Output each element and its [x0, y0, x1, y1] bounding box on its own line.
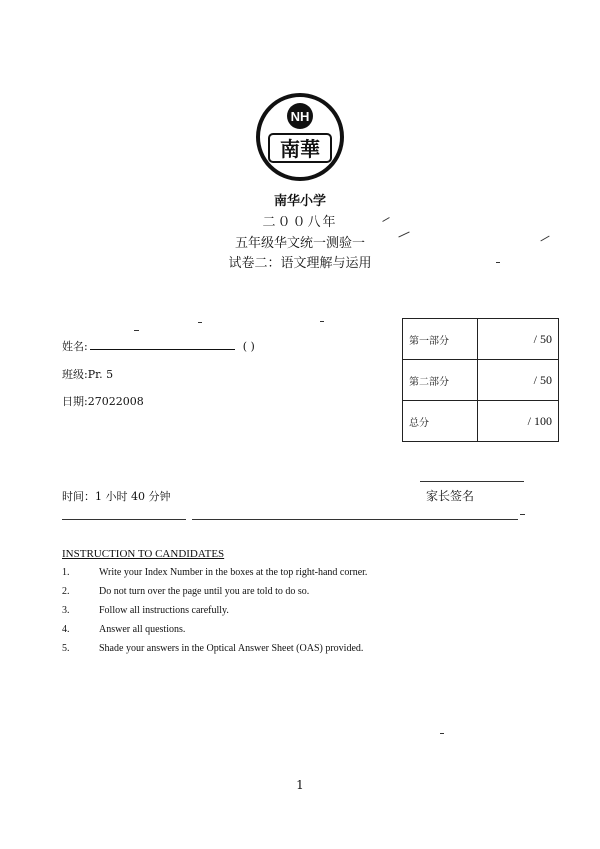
scan-speck [134, 330, 139, 331]
list-item [62, 567, 367, 586]
date-field [62, 393, 144, 409]
school-logo [255, 92, 345, 182]
date-label: 日期: [62, 395, 88, 408]
scan-speck [198, 322, 202, 323]
time-allowed: 时间：1 小时 40 分钟 [62, 490, 171, 503]
score-label: 总分 [403, 401, 478, 442]
class-field [62, 366, 113, 382]
item-text: Write your Index Number in the boxes at the top right-hand corner. [99, 567, 368, 578]
instructions-title: INSTRUCTION TO CANDIDATES [62, 548, 225, 560]
item-number: 5. [62, 643, 70, 654]
score-row [403, 319, 559, 360]
score-value: / 50 [478, 319, 559, 360]
class-label: 班级: [62, 368, 88, 381]
divider [192, 519, 518, 520]
name-field [62, 338, 255, 354]
name-line[interactable] [90, 339, 235, 350]
list-item [62, 605, 367, 624]
name-label: 姓名: [62, 340, 88, 353]
date-value: 27022008 [87, 395, 144, 408]
class-value: Pr. 5 [87, 368, 114, 381]
item-number: 3. [62, 605, 70, 616]
item-text: Shade your answers in the Optical Answer Sheet (OAS) provided. [99, 643, 364, 654]
item-number: 1. [62, 567, 70, 578]
index-number-paren: ( ) [242, 340, 255, 353]
score-label: 第一部分 [403, 319, 478, 360]
parent-signature-label: 家长签名 [426, 489, 475, 503]
scan-speck [320, 321, 324, 322]
score-value: / 50 [478, 360, 559, 401]
item-text: Do not turn over the page until you are told to do so. [99, 586, 310, 597]
page-number: 1 [296, 778, 304, 792]
list-item [62, 624, 367, 643]
score-label: 第二部分 [403, 360, 478, 401]
scan-speck [496, 262, 500, 263]
item-number: 4. [62, 624, 70, 635]
scan-speck [520, 514, 525, 515]
score-row [403, 401, 559, 442]
item-number: 2. [62, 586, 70, 597]
score-value: / 100 [478, 401, 559, 442]
scan-speck [440, 733, 444, 734]
paper-title: 试卷二：语文理解与运用 [228, 256, 372, 271]
list-item [62, 643, 367, 662]
exam-title: 五年级华文统一测验一 [234, 236, 365, 251]
score-table [402, 318, 559, 442]
logo-initials: NH [290, 109, 310, 124]
divider [62, 519, 186, 520]
logo-chinese: 南華 [280, 137, 320, 161]
exam-year: 二００八年 [262, 215, 338, 230]
school-name: 南华小学 [273, 194, 326, 209]
item-text: Answer all questions. [99, 624, 186, 635]
instructions-list [62, 567, 367, 662]
item-text: Follow all instructions carefully. [99, 605, 229, 616]
list-item [62, 586, 367, 605]
score-row [403, 360, 559, 401]
parent-signature-line [420, 481, 524, 482]
